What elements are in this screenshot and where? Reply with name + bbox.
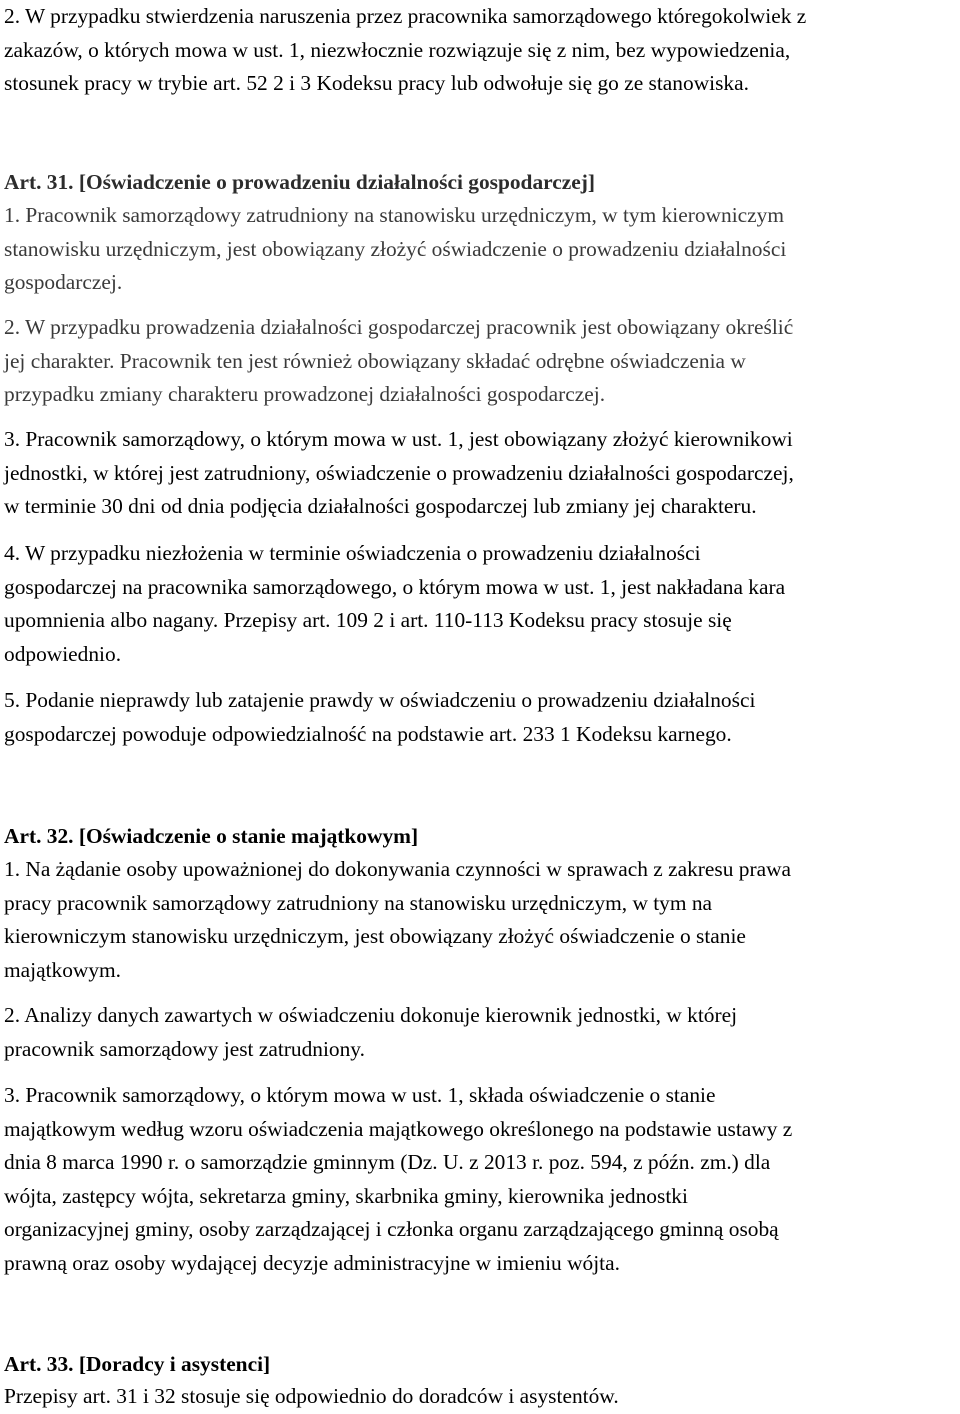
art32-paragraph-2: 2. Analizy danych zawartych w oświadczeniu dokonuje kierownik jednostki, w której pracownik samorządowy jest zatrudniony.: [4, 1003, 738, 1061]
art32-paragraph-1: 1. Na żądanie osoby upoważnionej do dokonywania czynności w sprawach z zakresu prawa pracy pracownik samorządowy zatrudniony na stanowisku urzędniczym, w tym na kierowniczym stanowisku urzędniczym, jest obowiązany złożyć oświadczenie o stanie majątkowym.: [4, 857, 792, 982]
art32-heading: Art. 32. [Oświadczenie o stanie majątkowym]: [4, 824, 419, 848]
art32-paragraph-3: 3. Pracownik samorządowy, o którym mowa w ust. 1, składa oświadczenie o stanie majątkowym według wzoru oświadczenia majątkowego określonego na podstawie ustawy z dnia 8 marca 1990 r. o samorządzie gminnym (Dz. U. z 2013 r. poz. 594, z późn. zm.) dla wójta, zastępcy wójta, sekretarza gminy, skarbnika gminy, kierownika jednostki organizacyjnej gminy, osoby zarządzającej i członka organu zarządzającego gminną osobą prawną oraz osoby wydającej decyzje administracyjne w imieniu wójta.: [4, 1083, 793, 1275]
art31-paragraph-2: 2. W przypadku prowadzenia działalności gospodarczej pracownik jest obowiązany określić jej charakter. Pracownik ten jest również obowiązany składać odrębne oświadczenia w przypadku zmiany charakteru prowadzonej działalności gospodarczej.: [4, 315, 794, 406]
art31-paragraph-1: 1. Pracownik samorządowy zatrudniony na stanowisku urzędniczym, w tym kierowniczym stanowisku urzędniczym, jest obowiązany złożyć oświadczenie o prowadzeniu działalności gospodarczej.: [4, 203, 787, 294]
art33-heading: Art. 33. [Doradcy i asystenci]: [4, 1352, 271, 1376]
art31-heading: Art. 31. [Oświadczenie o prowadzeniu działalności gospodarczej]: [4, 170, 595, 194]
art33-paragraph-1: Przepisy art. 31 i 32 stosuje się odpowiednio do doradców i asystentów.: [4, 1384, 619, 1408]
art31-paragraph-4: 4. W przypadku niezłożenia w terminie oświadczenia o prowadzeniu działalności gospodarczej na pracownika samorządowego, o którym mowa w ust. 1, jest nakładana kara upomnienia albo nagany. Przepisy art. 109 2 i art. 110-113 Kodeksu pracy stosuje się odpowiednio.: [4, 541, 786, 666]
art31-paragraph-3: 3. Pracownik samorządowy, o którym mowa w ust. 1, jest obowiązany złożyć kierownikowi jednostki, w której jest zatrudniony, oświadczenie o prowadzeniu działalności gospodarczej, w terminie 30 dni od dnia podjęcia działalności gospodarczej lub zmiany jej charakteru.: [4, 427, 794, 518]
art31-paragraph-5: 5. Podanie nieprawdy lub zatajenie prawdy w oświadczeniu o prowadzeniu działalności gospodarczej powoduje odpowiedzialność na podstawie art. 233 1 Kodeksu karnego.: [4, 688, 756, 746]
art30-paragraph-2: 2. W przypadku stwierdzenia naruszenia przez pracownika samorządowego któregokolwiek z zakazów, o których mowa w ust. 1, niezwłocznie rozwiązuje się z nim, bez wypowiedzenia, stosunek pracy w trybie art. 52 2 i 3 Kodeksu pracy lub odwołuje się go ze stanowiska.: [4, 4, 807, 95]
